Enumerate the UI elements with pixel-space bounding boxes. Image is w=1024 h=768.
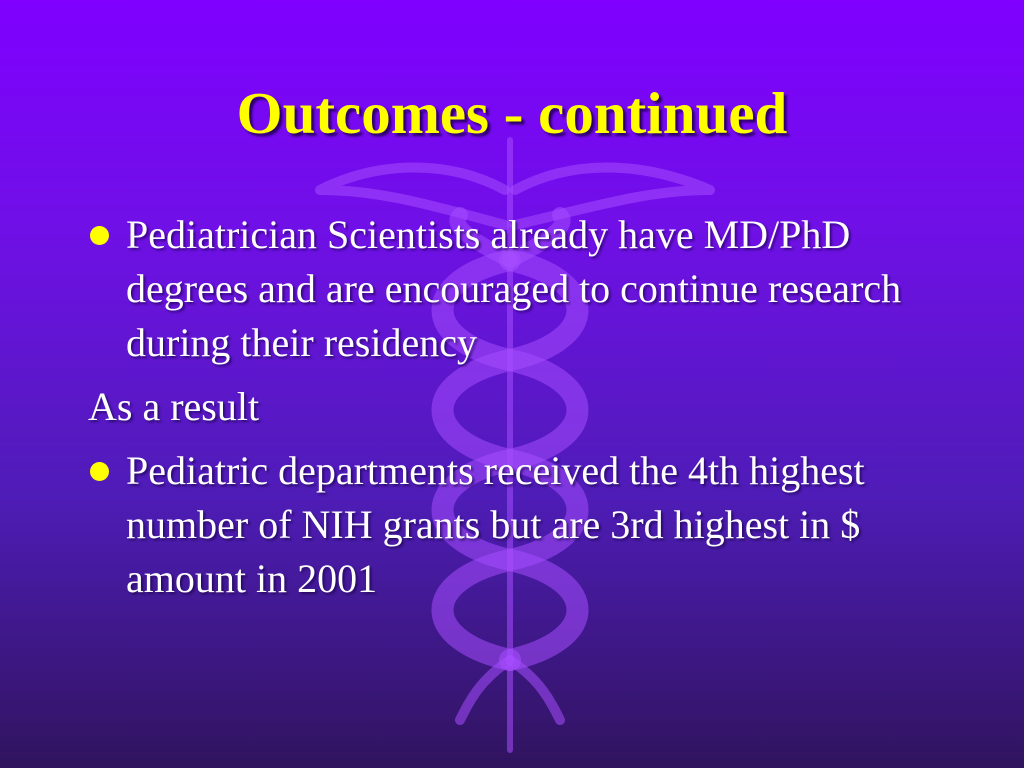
bullet-dot-icon [90, 462, 109, 481]
bullet-dot-icon [90, 226, 109, 245]
slide-body [88, 208, 948, 606]
text-as-a-result: As a result [88, 384, 260, 429]
bullet-text: Pediatrician Scientists already have MD/PhD degrees and are encouraged to continue research during their residency [126, 212, 902, 365]
bullet-text: Pediatric departments received the 4th highest number of NIH grants but are 3rd highest in $ amount in 2001 [126, 448, 865, 601]
bullet-item-pediatrician-scientists [88, 208, 948, 370]
slide-title: Outcomes - continued [236, 80, 788, 146]
bullet-item-pediatric-departments [88, 444, 948, 606]
